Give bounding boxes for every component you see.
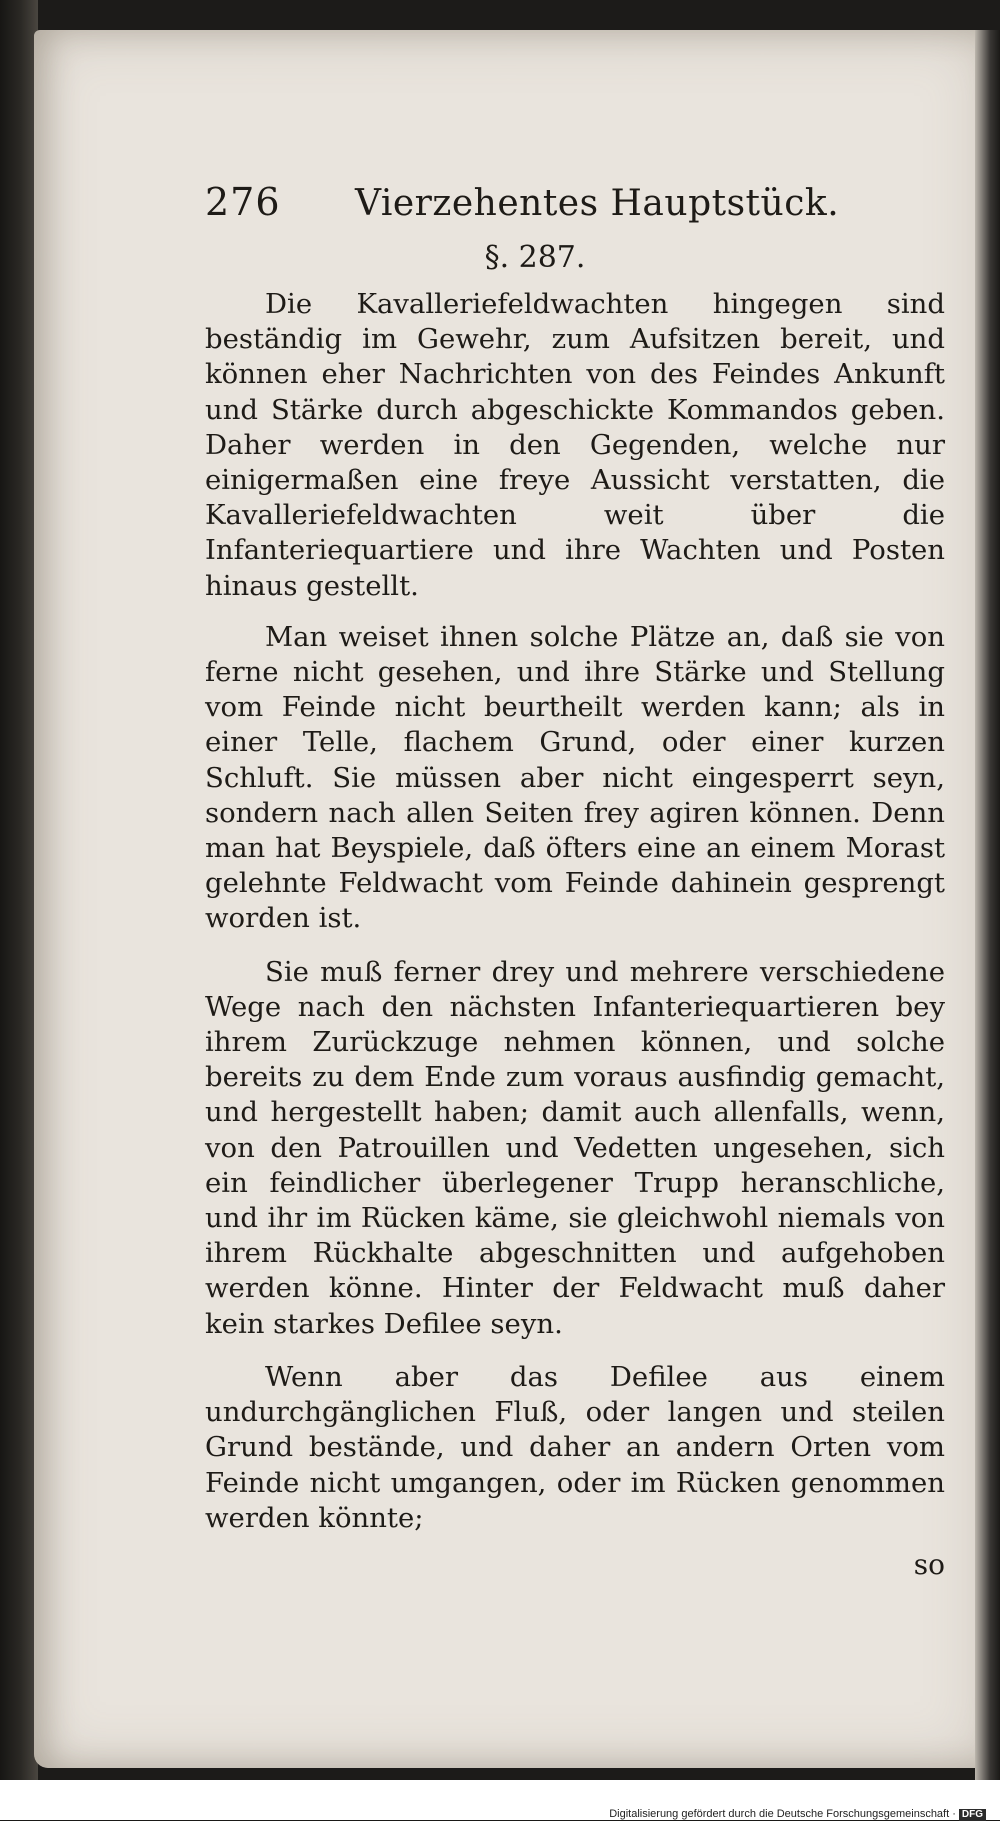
paragraph: Sie muß ferner drey und mehrere verschiedene Wege nach den nächsten Infanteriequartieren bey ihrem Zurückzuge nehmen können, und solche bereits zu dem Ende zum voraus ausfindig gemacht, und hergestellt haben; damit auch allenfalls, wenn, von den Patrouillen und Vedetten ungesehen, sich ein feindlicher überlegener Trupp heranschliche, und ihr im Rücken käme, sie gleichwohl niemals von ihrem Rückhalte abgeschnitten und aufgehoben werden könne. Hinter der Feldwacht muß daher kein starkes Defilee seyn.: [205, 955, 945, 1340]
catchword: so: [913, 1547, 945, 1581]
dfg-logo: DFG: [959, 1809, 986, 1821]
page-header: [205, 180, 945, 236]
running-head: Vierzehentes Hauptstück.: [355, 183, 840, 224]
paragraph: Die Kavalleriefeldwachten hingegen sind beständig im Gewehr, zum Aufsitzen bereit, und können eher Nachrichten von des Feindes Ankunft und Stärke durch abgeschickte Kommandos geben. Daher werden in den Gegenden, welche nur einigermaßen eine freye Aussicht verstatten, die Kavalleriefeldwachten weit über die Infanteriequartiere und ihre Wachten und Posten hinaus gestellt.: [205, 288, 945, 602]
page-number: 276: [205, 180, 281, 224]
page-edge-shadow: [975, 30, 1000, 1780]
credit-text: Digitalisierung gefördert durch die Deutsche Forschungsgemeinschaft ·: [609, 1808, 956, 1820]
section-heading: §. 287.: [484, 240, 586, 275]
digitization-credit: [609, 1808, 986, 1821]
paragraph: Man weiset ihnen solche Plätze an, daß sie von ferne nicht gesehen, und ihre Stärke und Stellung vom Feinde nicht beurtheilt werden kann; als in einer Telle, flachem Grund, oder einer kurzen Schluft. Sie müssen aber nicht eingesperrt seyn, sondern nach allen Seiten frey agiren können. Denn man hat Beyspiele, daß öfters eine an einem Morast gelehnte Feldwacht vom Feinde dahinein gesprengt worden ist.: [205, 620, 945, 935]
book-spine-edge: [0, 0, 38, 1780]
page-content: [205, 180, 945, 1581]
paragraph: Wenn aber das Defilee aus einem undurchgänglichen Fluß, oder langen und steilen Grund bestände, und daher an andern Orten vom Feinde nicht umgangen, oder im Rücken genommen werden könnte;: [205, 1360, 945, 1534]
